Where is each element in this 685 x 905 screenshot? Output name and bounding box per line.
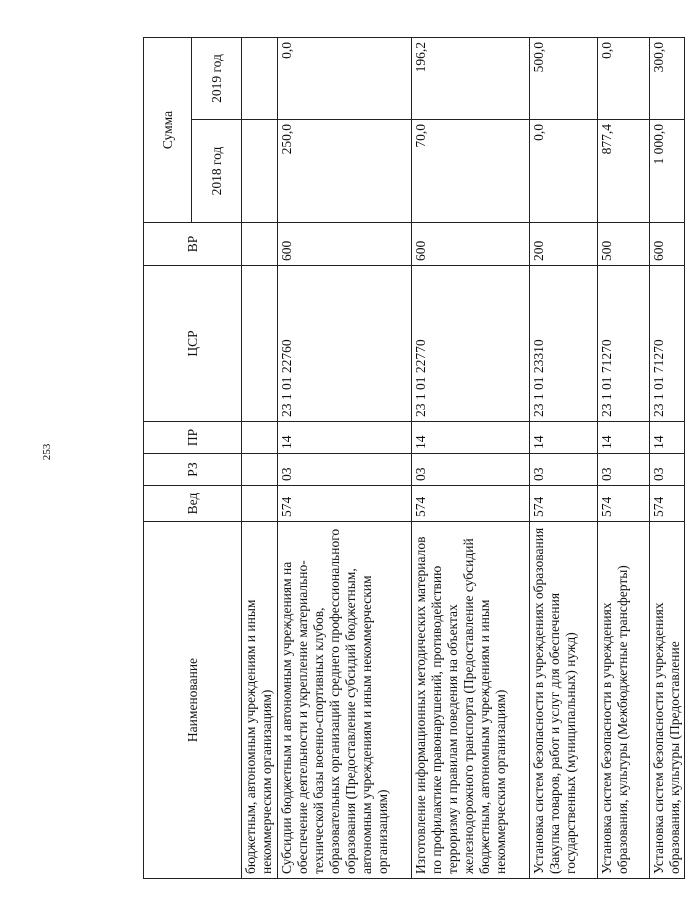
row-ved: 574 — [412, 486, 530, 522]
row-2018: 250,0 — [278, 120, 412, 223]
row-name: Субсидии бюджетным и автономным учреждениям на обеспечение деятельности и укрепление материально-технической базы военно-спортивных клубов, образовательных организаций среднего профессионального образования (Предоставление субсидий бюджетным, автономным учреждениям и иным некоммерческим организациям) — [278, 522, 412, 879]
row-csr: 23 1 01 71270 — [650, 266, 685, 422]
row-ved — [242, 486, 278, 522]
table-row — [242, 37, 278, 878]
header-rz: РЗ — [144, 454, 242, 486]
row-2018: 70,0 — [412, 120, 530, 223]
row-rz: 03 — [412, 454, 530, 486]
row-pr: 14 — [412, 422, 530, 454]
row-name: Изготовление информационных методических материалов по профилактике правонарушений, противодействию терроризму и правилам поведения на объектах железнодорожного транспорта (Предоставление субсидий бюджетным, автономным учреждениям и иным некоммерческим организациям) — [412, 522, 530, 879]
row-pr: 14 — [530, 422, 598, 454]
header-sum: Сумма — [144, 37, 192, 222]
table-row — [650, 37, 685, 878]
row-2018: 0,0 — [530, 120, 598, 223]
row-vr — [242, 223, 278, 266]
row-rz — [242, 454, 278, 486]
budget-table-rotated — [143, 38, 682, 879]
row-vr: 500 — [598, 223, 650, 266]
table-row — [412, 37, 530, 878]
table-row — [598, 37, 650, 878]
row-vr: 600 — [278, 223, 412, 266]
row-2019: 500,0 — [530, 37, 598, 119]
header-2019: 2019 год — [192, 37, 242, 119]
row-ved: 574 — [598, 486, 650, 522]
row-csr — [242, 266, 278, 422]
page-number: 253 — [41, 443, 53, 461]
row-ved: 574 — [278, 486, 412, 522]
row-name: Установка систем безопасности в учреждениях образования, культуры (Предоставление — [650, 522, 685, 879]
row-pr — [242, 422, 278, 454]
row-rz: 03 — [278, 454, 412, 486]
row-ved: 574 — [650, 486, 685, 522]
header-vr: ВР — [144, 223, 242, 266]
header-ved: Вед — [144, 486, 242, 522]
row-vr: 200 — [530, 223, 598, 266]
header-2018: 2018 год — [192, 120, 242, 223]
row-2019 — [242, 37, 278, 119]
table-row — [278, 37, 412, 878]
row-vr: 600 — [412, 223, 530, 266]
row-csr: 23 1 01 71270 — [598, 266, 650, 422]
row-csr: 23 1 01 22760 — [278, 266, 412, 422]
row-2019: 196,2 — [412, 37, 530, 119]
header-name: Наименование — [144, 522, 242, 879]
row-pr: 14 — [650, 422, 685, 454]
row-pr: 14 — [598, 422, 650, 454]
budget-table — [143, 37, 685, 879]
row-vr: 600 — [650, 223, 685, 266]
row-rz: 03 — [650, 454, 685, 486]
header-csr: ЦСР — [144, 266, 242, 422]
row-name: Установка систем безопасности в учреждениях образования, культуры (Межбюджетные трансферты) — [598, 522, 650, 879]
row-2019: 0,0 — [278, 37, 412, 119]
row-2019: 0,0 — [598, 37, 650, 119]
row-ved: 574 — [530, 486, 598, 522]
header-pr: ПР — [144, 422, 242, 454]
row-2018: 1 000,0 — [650, 120, 685, 223]
table-row — [530, 37, 598, 878]
row-name: Установка систем безопасности в учреждениях образования (Закупка товаров, работ и услуг для обеспечения государственных (муниципальных) нужд) — [530, 522, 598, 879]
row-csr: 23 1 01 23310 — [530, 266, 598, 422]
row-2018 — [242, 120, 278, 223]
row-2019: 300,0 — [650, 37, 685, 119]
row-pr: 14 — [278, 422, 412, 454]
row-rz: 03 — [530, 454, 598, 486]
row-name: бюджетным, автономным учреждениям и иным некоммерческим организациям) — [242, 522, 278, 879]
row-2018: 877,4 — [598, 120, 650, 223]
row-rz: 03 — [598, 454, 650, 486]
row-csr: 23 1 01 22770 — [412, 266, 530, 422]
